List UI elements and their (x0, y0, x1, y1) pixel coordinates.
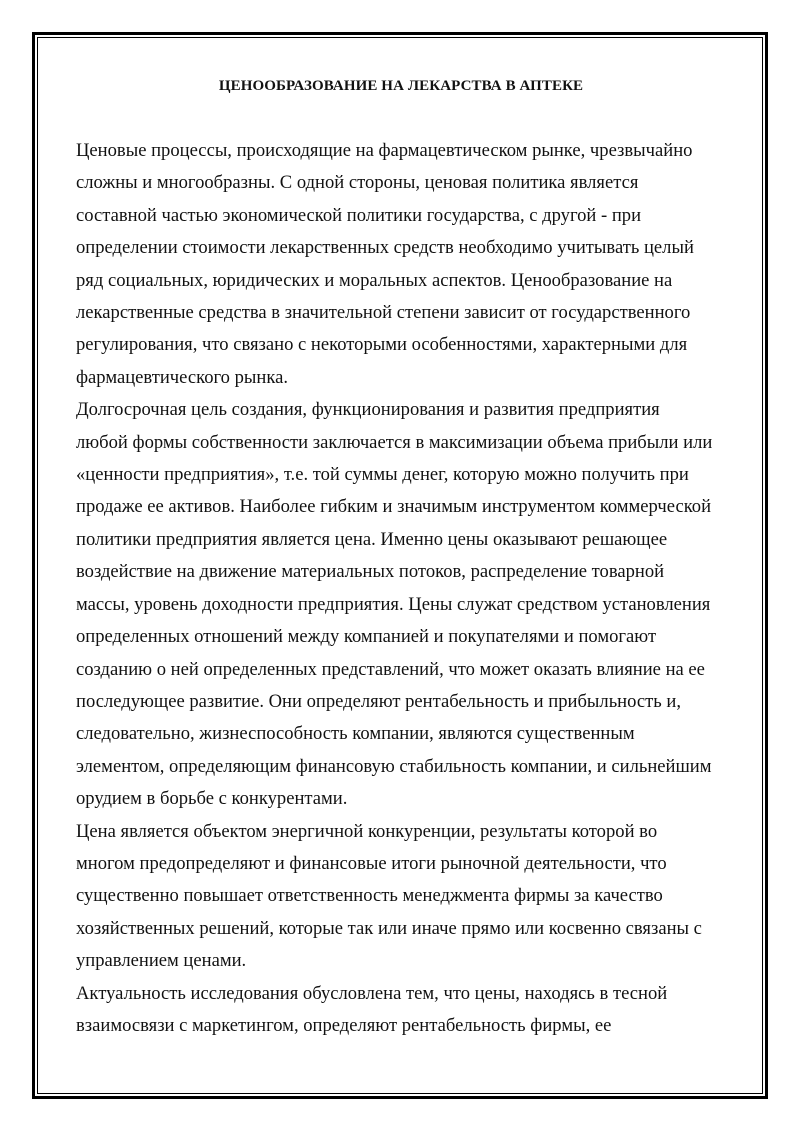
text-line: политики предприятия является цена. Именно цены оказывают решающее (76, 528, 668, 550)
text-line: сложны и многообразны. С одной стороны, ценовая политика является (76, 172, 639, 194)
text-line: многом предопределяют и финансовые итоги рыночной деятельности, что (76, 852, 667, 874)
text-line: определении стоимости лекарственных средств необходимо учитывать целый (76, 237, 694, 259)
text-line: Актуальность исследования обусловлена тем, что цены, находясь в тесной (76, 982, 668, 1004)
text-line: орудием в борьбе с конкурентами. (76, 788, 348, 810)
text-line: Ценовые процессы, происходящие на фармацевтическом рынке, чрезвычайно (76, 140, 693, 161)
text-line: определенных отношений между компанией и покупателями и помогают (76, 626, 657, 648)
text-line: составной частью экономической политики государства, с другой - при (76, 204, 642, 226)
text-line: «ценности предприятия», т.е. той суммы денег, которую можно получить при (76, 464, 689, 486)
text-line: лекарственные средства в значительной степени зависит от государственного (76, 302, 691, 324)
document-title: ЦЕНООБРАЗОВАНИЕ НА ЛЕКАРСТВА В АПТЕКЕ (218, 78, 584, 94)
text-line: массы, уровень доходности предприятия. Цены служат средством установления (76, 593, 711, 615)
paragraph-4 (76, 978, 726, 1043)
text-line: регулирования, что связано с некоторыми особенностями, характерными для (76, 334, 688, 356)
text-line: ряд социальных, юридических и моральных аспектов. Ценообразование на (76, 269, 673, 291)
document-content (76, 73, 726, 1042)
text-line: управлением ценами. (76, 950, 247, 972)
document-body (76, 135, 726, 1042)
text-line: элементом, определяющим финансовую стабильность компании, и сильнейшим (76, 755, 712, 777)
text-line: Долгосрочная цель создания, функционирования и развития предприятия (76, 399, 660, 421)
text-line: любой формы собственности заключается в максимизации объема прибыли или (76, 431, 713, 453)
text-line: продаже ее активов. Наиболее гибким и значимым инструментом коммерческой (76, 496, 712, 518)
text-line: хозяйственных решений, которые так или иначе прямо или косвенно связаны с (76, 917, 702, 939)
text-line: существенно повышает ответственность менеджмента фирмы за качество (76, 885, 663, 907)
text-line: Цена является объектом энергичной конкуренции, результаты которой во (76, 820, 658, 842)
paragraph-3 (76, 816, 726, 978)
paragraph-2 (76, 394, 726, 815)
paragraph-1 (76, 135, 726, 394)
text-line: воздействие на движение материальных потоков, распределение товарной (76, 561, 665, 583)
text-line: следовательно, жизнеспособность компании, являются существенным (76, 723, 635, 745)
text-line: созданию о ней определенных представлений, что может оказать влияние на ее (76, 658, 705, 680)
text-line: последующее развитие. Они определяют рентабельность и прибыльность и, (76, 690, 681, 712)
text-line: взаимосвязи с маркетингом, определяют рентабельность фирмы, ее (76, 1014, 612, 1036)
text-line: фармацевтического рынка. (76, 366, 289, 388)
